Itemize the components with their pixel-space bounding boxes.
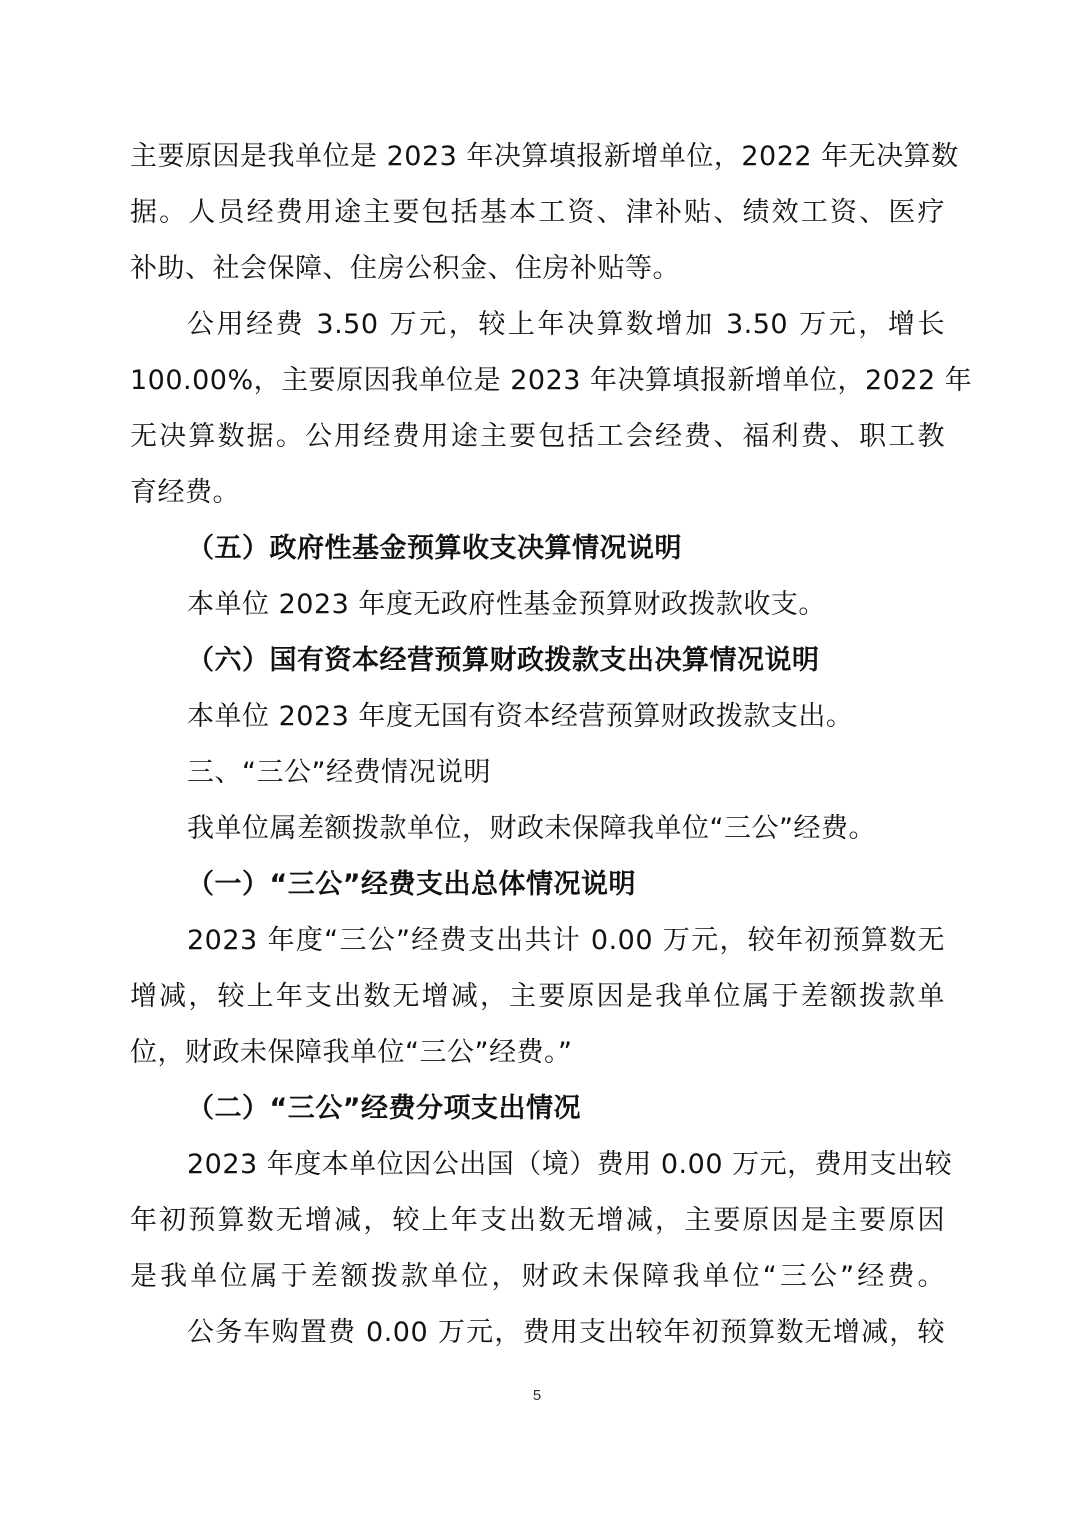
paragraph-line: 100.00%，主要原因我单位是 2023 年决算填报新增单位，2022 年 <box>130 365 973 396</box>
paragraph-line: 主要原因是我单位是 2023 年决算填报新增单位，2022 年无决算数 <box>130 141 959 172</box>
section-heading: （二）“三公”经费分项支出情况 <box>187 1093 581 1124</box>
section-heading: （一）“三公”经费支出总体情况说明 <box>187 869 636 900</box>
paragraph-line: 增减，较上年支出数无增减，主要原因是我单位属于差额拨款单 <box>130 981 945 1012</box>
section-heading: （六）国有资本经营预算财政拨款支出决算情况说明 <box>187 645 820 676</box>
paragraph-line: 2023 年度本单位因公出国（境）费用 0.00 万元，费用支出较 <box>187 1149 953 1180</box>
paragraph-line: 是我单位属于差额拨款单位，财政未保障我单位“三公”经费。 <box>130 1261 945 1292</box>
paragraph-line: 位，财政未保障我单位“三公”经费。” <box>130 1037 573 1068</box>
section-heading: （五）政府性基金预算收支决算情况说明 <box>187 533 682 564</box>
paragraph-line: 本单位 2023 年度无政府性基金预算财政拨款收支。 <box>187 589 826 620</box>
paragraph-line: 我单位属差额拨款单位，财政未保障我单位“三公”经费。 <box>187 813 876 844</box>
paragraph-line: 据。人员经费用途主要包括基本工资、津补贴、绩效工资、医疗 <box>130 197 945 228</box>
paragraph-line: 育经费。 <box>130 477 240 508</box>
page-number: 5 <box>532 1387 542 1404</box>
paragraph-line: 2023 年度“三公”经费支出共计 0.00 万元，较年初预算数无 <box>187 925 945 956</box>
paragraph-line: 公务车购置费 0.00 万元，费用支出较年初预算数无增减，较 <box>187 1317 945 1348</box>
paragraph-line: 无决算数据。公用经费用途主要包括工会经费、福利费、职工教 <box>130 421 945 452</box>
chapter-heading: 三、“三公”经费情况说明 <box>187 757 491 788</box>
paragraph-line: 本单位 2023 年度无国有资本经营预算财政拨款支出。 <box>187 701 854 732</box>
paragraph-line: 补助、社会保障、住房公积金、住房补贴等。 <box>130 253 680 284</box>
paragraph-line: 公用经费 3.50 万元，较上年决算数增加 3.50 万元，增长 <box>187 309 945 340</box>
paragraph-line: 年初预算数无增减，较上年支出数无增减，主要原因是主要原因 <box>130 1205 945 1236</box>
